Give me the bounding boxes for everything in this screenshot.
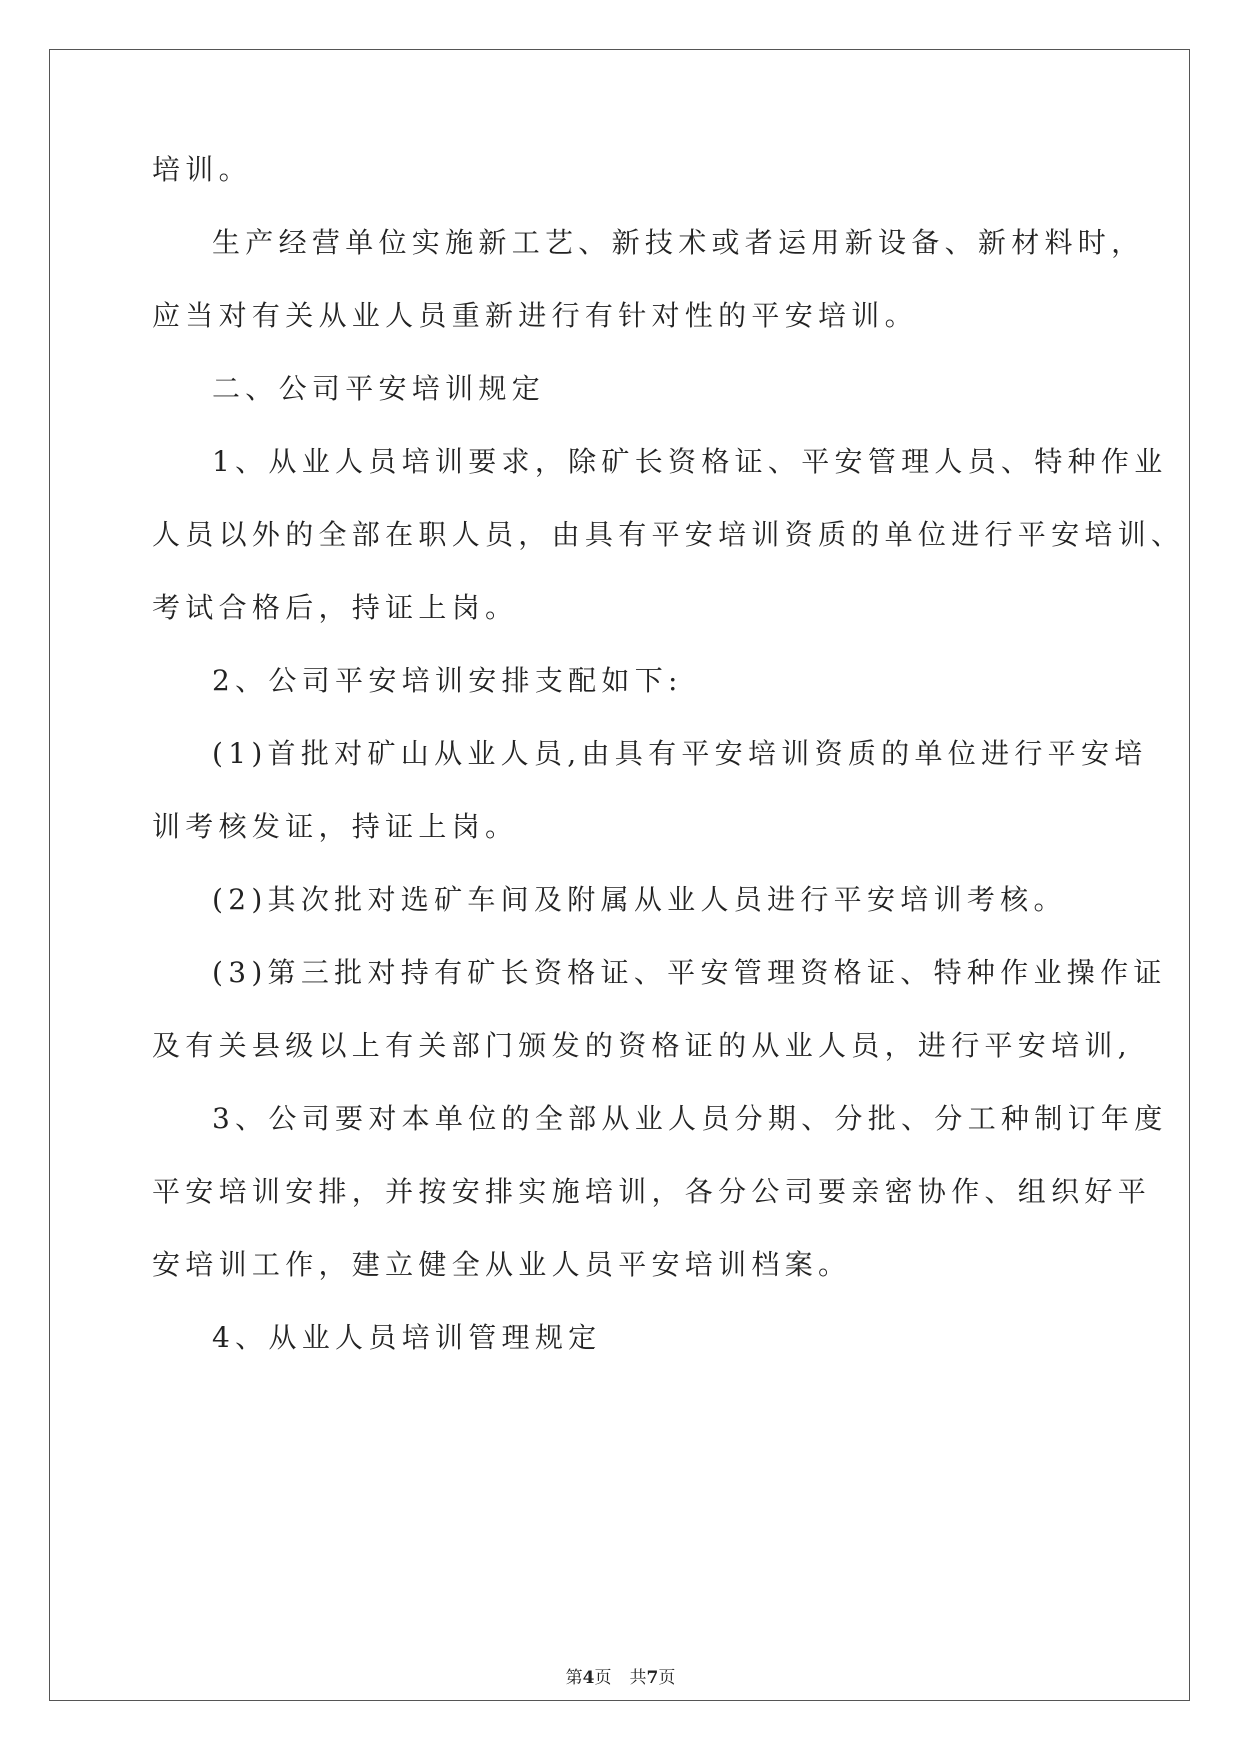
text-line: 4、从业人员培训管理规定 [212, 1321, 602, 1354]
text-line: 生产经营单位实施新工艺、新技术或者运用新设备、新材料时， [212, 226, 1145, 259]
text-line: 训考核发证，持证上岗。 [152, 810, 519, 843]
text-line: 1、从业人员培训要求，除矿长资格证、平安管理人员、特种作业 [212, 445, 1168, 478]
text-line: (3)第三批对持有矿长资格证、平安管理资格证、特种作业操作证 [212, 956, 1167, 989]
total-suffix: 页 [658, 1668, 676, 1688]
page-footer [0, 1666, 1241, 1690]
text-line: 考试合格后，持证上岗。 [152, 591, 519, 624]
text-line: 平安培训安排，并按安排实施培训，各分公司要亲密协作、组织好平 [152, 1175, 1152, 1208]
text-line: 应当对有关从业人员重新进行有针对性的平安培训。 [152, 299, 918, 332]
page-number: 4 [582, 1668, 595, 1688]
text-line: 安培训工作，建立健全从业人员平安培训档案。 [152, 1248, 852, 1281]
page-suffix: 页 [594, 1668, 612, 1688]
text-line: (1)首批对矿山从业人员,由具有平安培训资质的单位进行平安培 [212, 737, 1148, 770]
text-line: 及有关县级以上有关部门颁发的资格证的从业人员，进行平安培训, [152, 1029, 1132, 1062]
text-line: 人员以外的全部在职人员，由具有平安培训资质的单位进行平安培训、 [152, 518, 1185, 551]
section-heading: 二、公司平安培训规定 [212, 372, 546, 405]
total-prefix: 共 [629, 1668, 647, 1688]
text-line: 培训。 [152, 153, 252, 186]
text-line: (2)其次批对选矿车间及附属从业人员进行平安培训考核。 [212, 883, 1067, 916]
page-prefix: 第 [565, 1668, 583, 1688]
total-pages: 7 [646, 1668, 659, 1688]
text-line: 3、公司要对本单位的全部从业人员分期、分批、分工种制订年度 [212, 1102, 1168, 1135]
text-line: 2、公司平安培训安排支配如下: [212, 664, 683, 697]
